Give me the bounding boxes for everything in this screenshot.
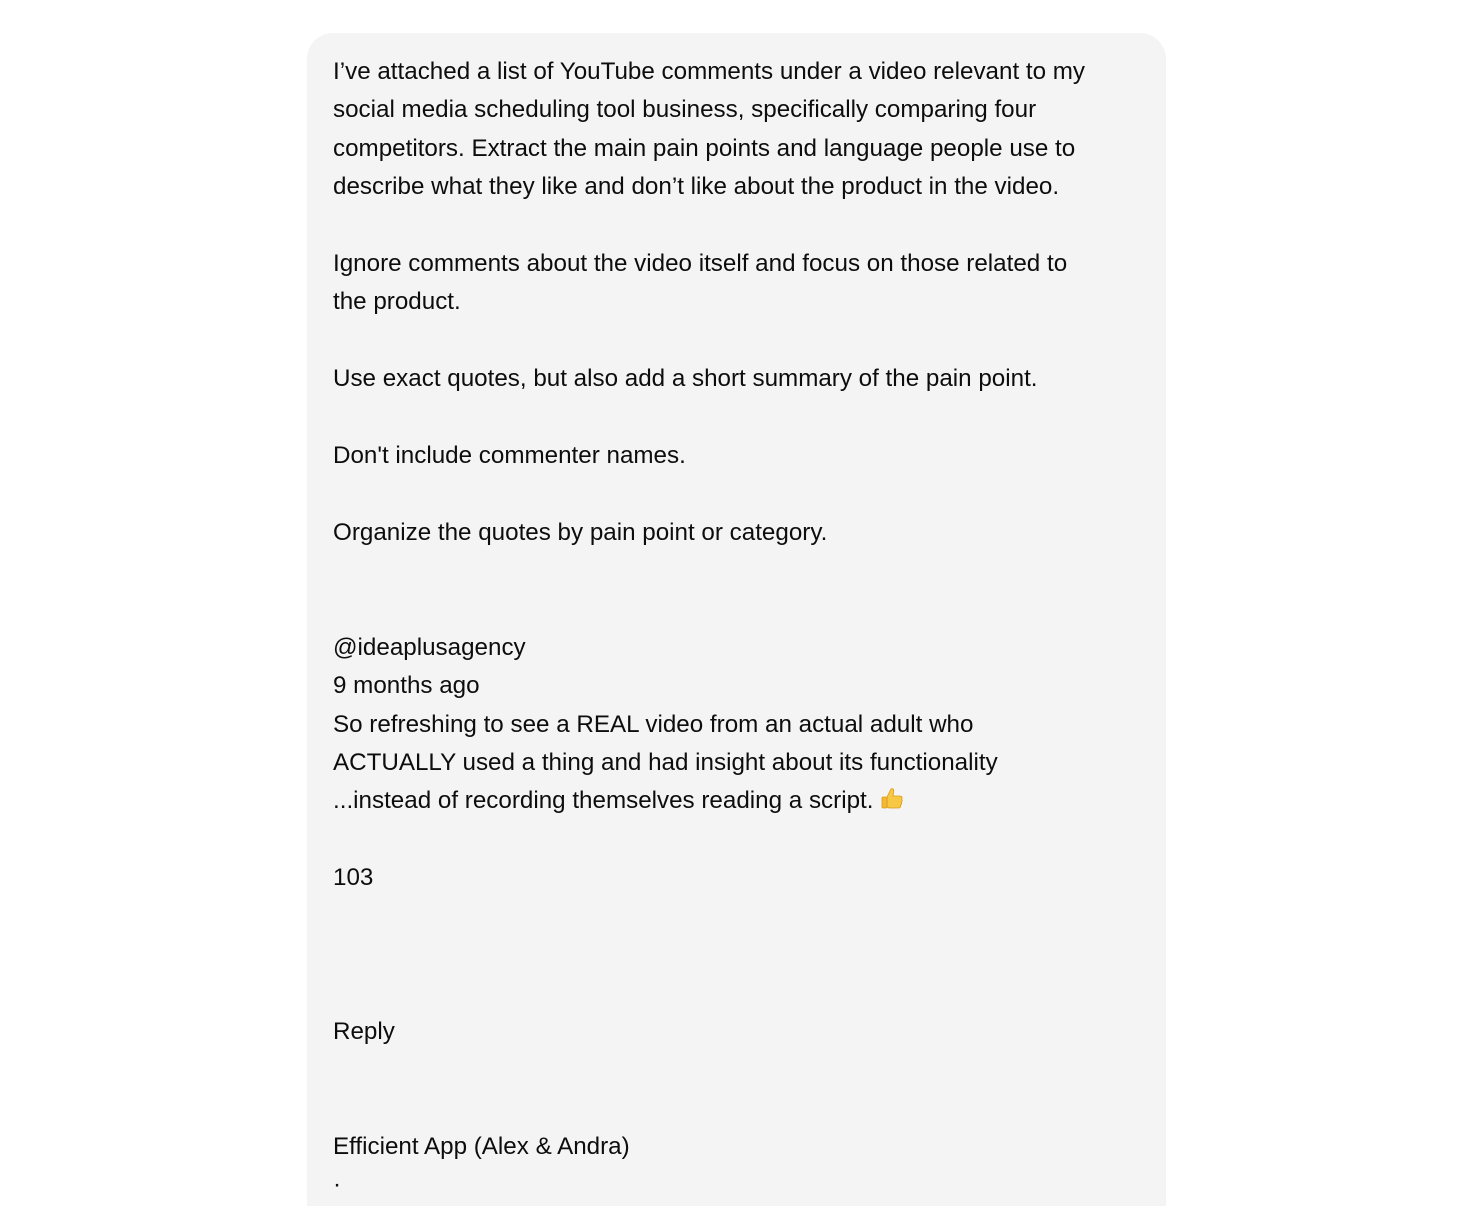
comment-text: ...instead of recording themselves reading a script.	[333, 787, 874, 815]
prompt-line: I’ve attached a list of YouTube comments under a video relevant to my	[333, 58, 1086, 85]
blank-line	[333, 322, 1140, 360]
blank-line	[333, 399, 1140, 437]
blank-line	[333, 552, 1140, 590]
comment-author: Efficient App (Alex & Andra)	[333, 1132, 630, 1160]
comment-reply-label: Reply	[333, 1017, 395, 1045]
comment-text-line: So refreshing to see a REAL video from an actual adult who	[333, 710, 974, 738]
thumbs-up-icon	[879, 786, 905, 812]
blank-line	[333, 936, 1140, 974]
prompt-line: Don't include commenter names.	[333, 441, 686, 469]
comment-handle: @ideaplusagency	[333, 633, 526, 661]
blank-line	[333, 1090, 1140, 1128]
blank-line	[333, 207, 1140, 245]
user-message-bubble	[307, 33, 1166, 1206]
comment-text-line: ACTUALLY used a thing and had insight about its functionality	[333, 749, 998, 777]
comment-text-line-last	[333, 782, 1140, 820]
blank-line	[333, 821, 1140, 859]
comment-time: 9 months ago	[333, 672, 480, 700]
blank-line	[333, 1051, 1140, 1089]
prompt-line: competitors. Extract the main pain points and language people use to	[333, 134, 1076, 162]
comment-separator: ·	[333, 1171, 342, 1199]
blank-line	[333, 475, 1140, 513]
prompt-line: Use exact quotes, but also add a short summary of the pain point.	[333, 365, 1038, 393]
prompt-line: social media scheduling tool business, specifically comparing four	[333, 96, 1037, 124]
prompt-line: describe what they like and don’t like about the product in the video.	[333, 173, 1060, 201]
prompt-line: the product.	[333, 288, 461, 316]
prompt-line: Organize the quotes by pain point or category.	[333, 518, 828, 546]
blank-line	[333, 590, 1140, 628]
comment-likes-count: 103	[333, 864, 374, 892]
blank-line	[333, 898, 1140, 936]
prompt-line: Ignore comments about the video itself and focus on those related to	[333, 249, 1068, 277]
blank-line	[333, 974, 1140, 1012]
